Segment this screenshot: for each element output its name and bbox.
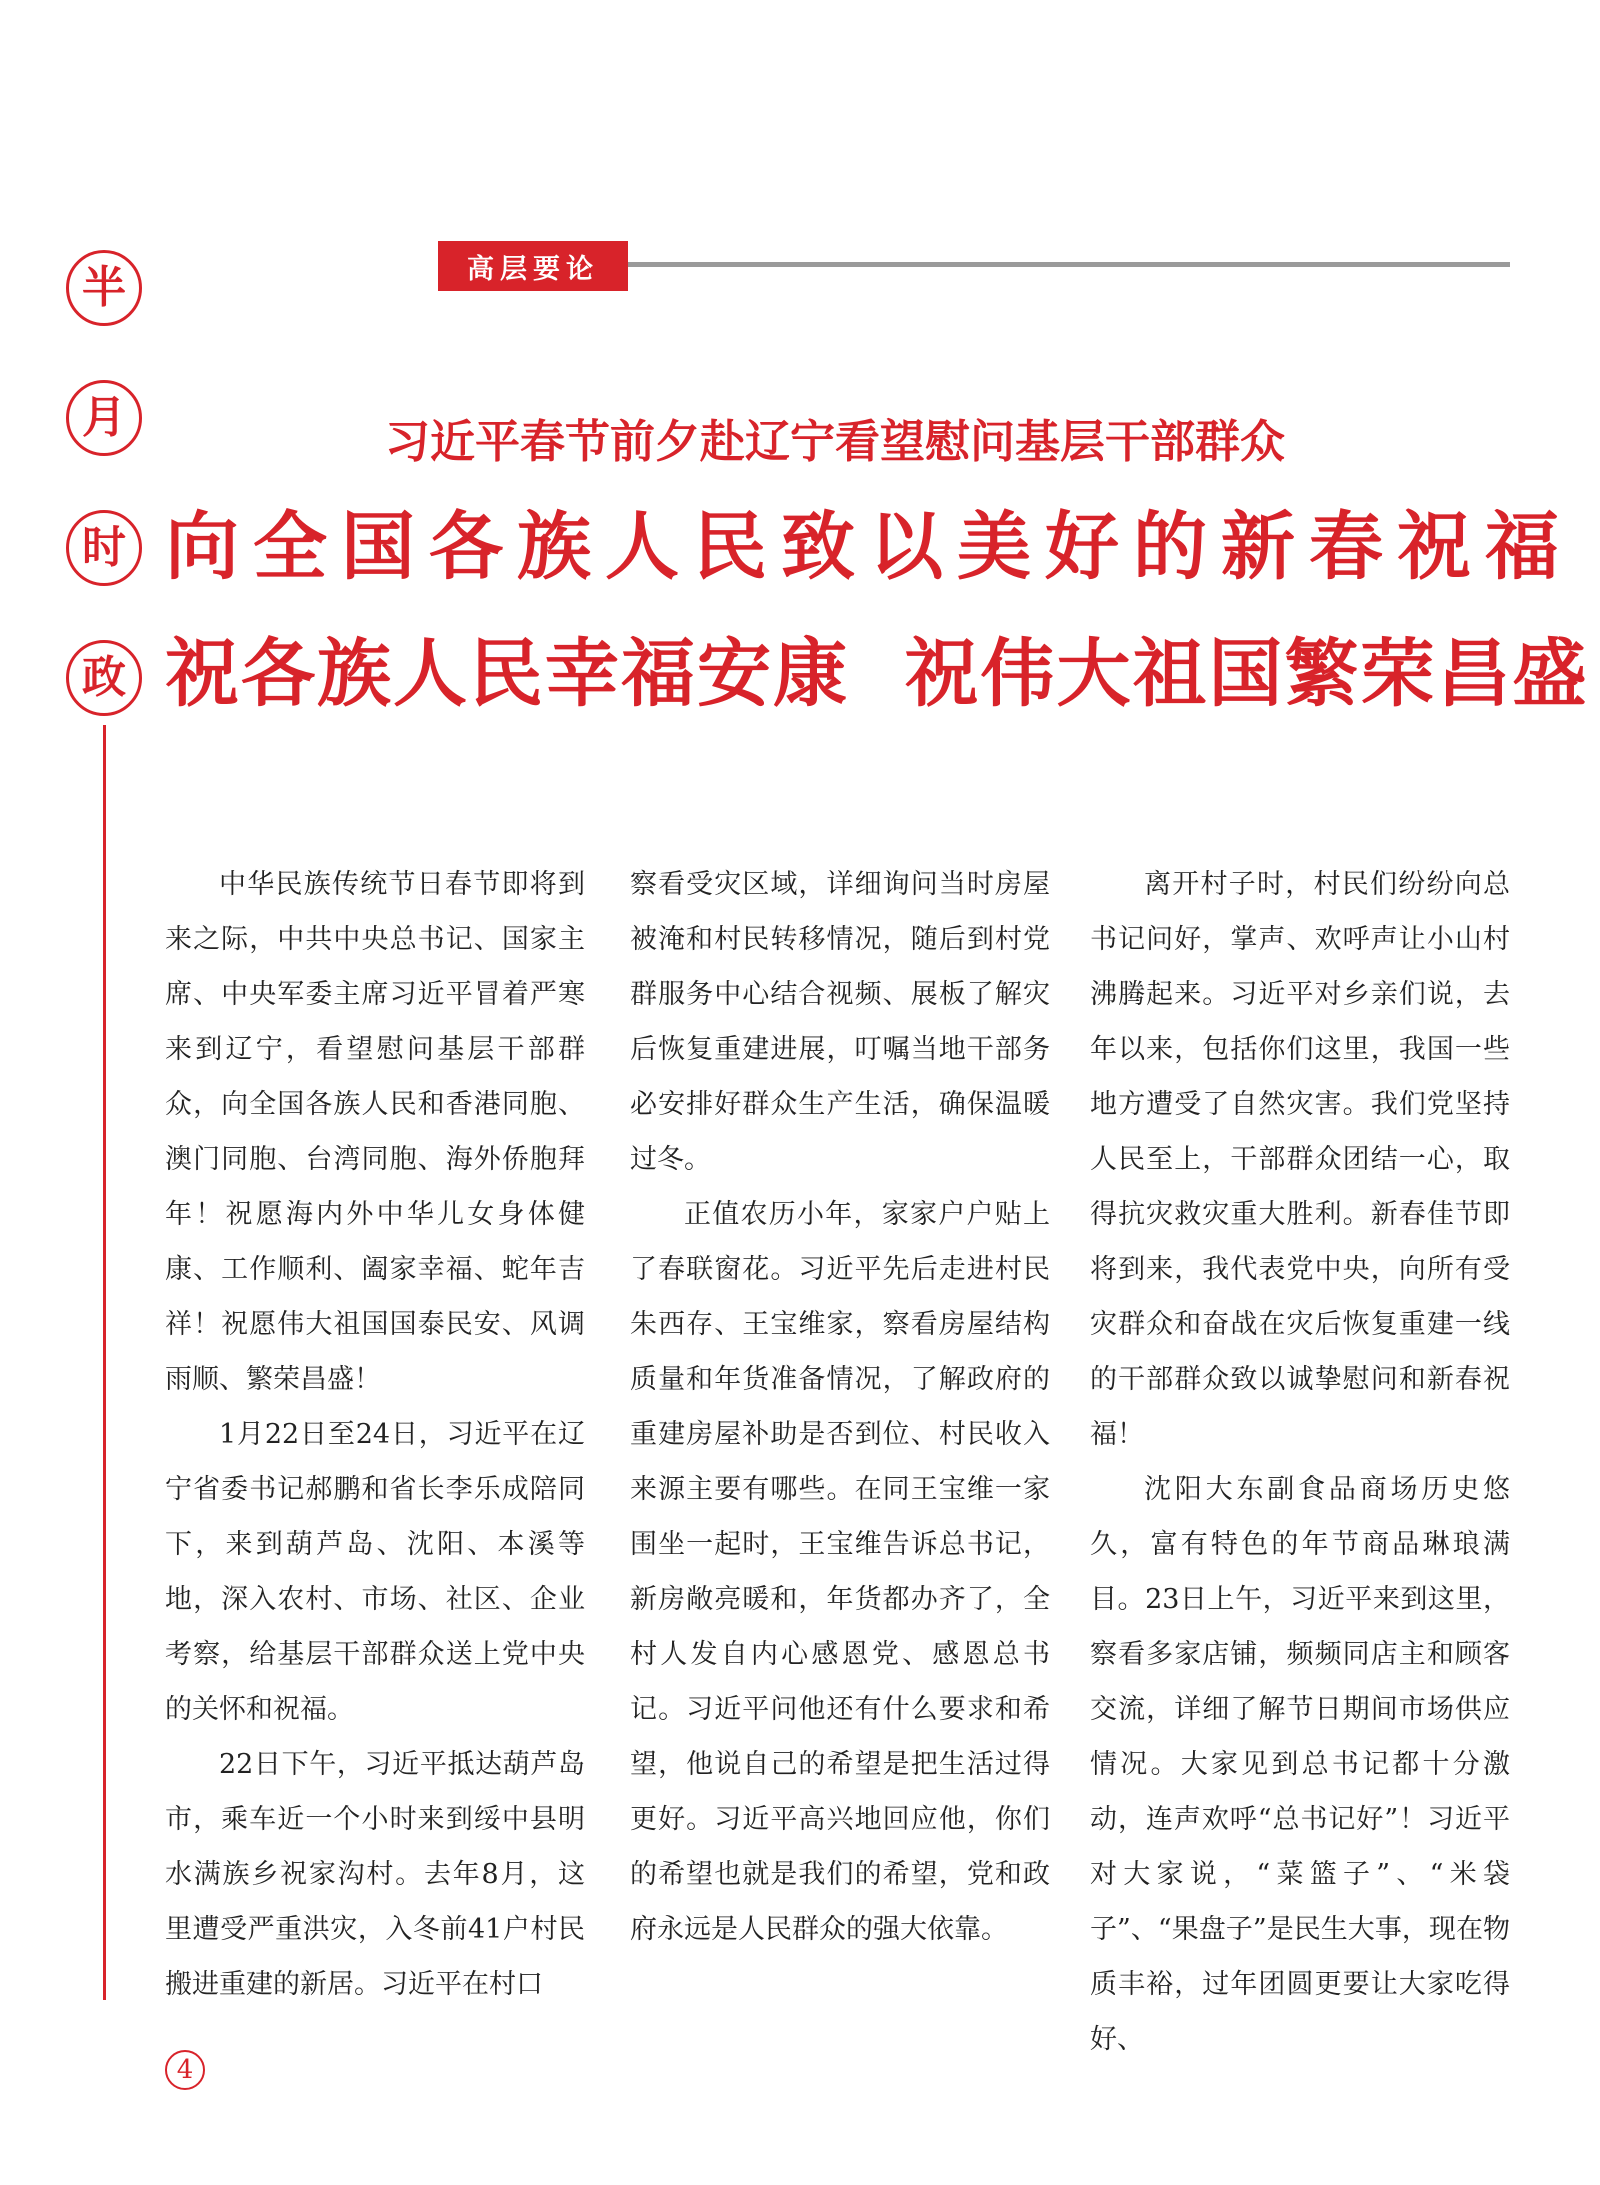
article-column-1: [165, 857, 585, 2012]
paragraph: 察看受灾区域，详细询问当时房屋被淹和村民转移情况，随后到村党群服务中心结合视频、展板了解灾后恢复重建进展，叮嘱当地干部务必安排好群众生产生活，确保温暖过冬。: [630, 869, 1050, 1175]
paragraph: 1月22日至24日，习近平在辽宁省委书记郝鹏和省长李乐成陪同下，来到葫芦岛、沈阳、本溪等地，深入农村、市场、社区、企业考察，给基层干部群众送上党中央的关怀和祝福。: [165, 1419, 585, 1725]
article-column-2: [630, 857, 1050, 1957]
kicker-title: 习近平春节前夕赴辽宁看望慰问基层干部群众: [384, 415, 1285, 468]
paragraph: 22日下午，习近平抵达葫芦岛市，乘车近一个小时来到绥中县明水满族乡祝家沟村。去年8月，这里遭受严重洪灾，入冬前41户村民搬进重建的新居。习近平在村口: [165, 1749, 585, 2000]
masthead-char-zheng: 政: [66, 640, 142, 716]
headline-line-2: 祝各族人民幸福安康 祝伟大祖国繁荣昌盛: [165, 631, 1589, 717]
paragraph: 正值农历小年，家家户户贴上了春联窗花。习近平先后走进村民朱西存、王宝维家，察看房屋结构质量和年货准备情况，了解政府的重建房屋补助是否到位、村民收入来源主要有哪些。在同王宝维一家围坐一起时，王宝维告诉总书记，新房敞亮暖和，年货都办齐了，全村人发自内心感恩党、感恩总书记。习近平问他还有什么要求和希望，他说自己的希望是把生活过得更好。习近平高兴地回应他，你们的希望也就是我们的希望，党和政府永远是人民群众的强大依靠。: [630, 1199, 1050, 1945]
page-number: 4: [165, 2050, 205, 2090]
masthead-char-yue: 月: [66, 380, 142, 456]
section-rule: [628, 262, 1510, 267]
paragraph: 沈阳大东副食品商场历史悠久，富有特色的年节商品琳琅满目。23日上午，习近平来到这里，察看多家店铺，频频同店主和顾客交流，详细了解节日期间市场供应情况。大家见到总书记都十分激动，连声欢呼“总书记好”！习近平对大家说，“菜篮子”、“米袋子”、“果盘子”是民生大事，现在物质丰裕，过年团圆更要让大家吃得好、: [1090, 1474, 1510, 2055]
masthead-divider: [103, 725, 106, 2000]
article-column-3: [1090, 857, 1510, 2067]
masthead-char-shi: 时: [66, 510, 142, 586]
masthead-char-ban: 半: [66, 250, 142, 326]
section-tag: 高层要论: [438, 241, 628, 291]
headline-line-1: 向全国各族人民致以美好的新春祝福: [165, 504, 1573, 590]
paragraph: 离开村子时，村民们纷纷向总书记问好，掌声、欢呼声让小山村沸腾起来。习近平对乡亲们说，去年以来，包括你们这里，我国一些地方遭受了自然灾害。我们党坚持人民至上，干部群众团结一心，取得抗灾救灾重大胜利。新春佳节即将到来，我代表党中央，向所有受灾群众和奋战在灾后恢复重建一线的干部群众致以诚挚慰问和新春祝福！: [1090, 869, 1510, 1450]
paragraph: 中华民族传统节日春节即将到来之际，中共中央总书记、国家主席、中央军委主席习近平冒着严寒来到辽宁，看望慰问基层干部群众，向全国各族人民和香港同胞、澳门同胞、台湾同胞、海外侨胞拜年！祝愿海内外中华儿女身体健康、工作顺利、阖家幸福、蛇年吉祥！祝愿伟大祖国国泰民安、风调雨顺、繁荣昌盛！: [165, 869, 585, 1395]
